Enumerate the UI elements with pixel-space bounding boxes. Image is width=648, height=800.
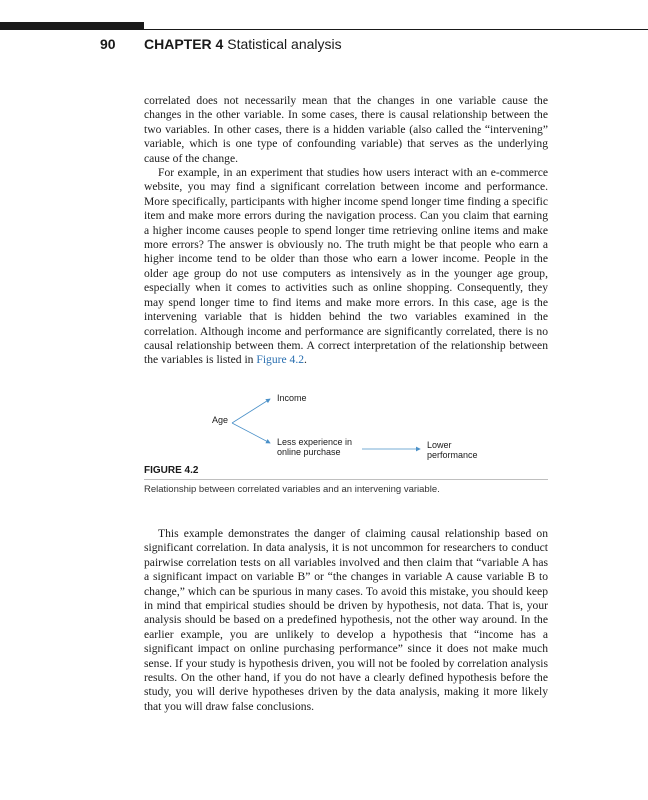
paragraph: This example demonstrates the danger of claiming causal relationship based on significant correlation. In data analysis, it is not uncommon for researchers to conduct pairwise correlation tests on all variables involved and then claim that “variable A has a significant impact on variable B” or “the changes in variable A cause variable B to change,” which can be spurious in many cases. To avoid this mistake, you should keep in mind that empirical studies should be driven by hypothesis, not data. That is, your analysis should be based on a predefined hypothesis, not the other way around. In the earlier example, you are unlikely to develop a hypothesis that “income has a significant impact on online purchasing performance” since it does not make much sense. If your study is hypothesis driven, you will not be fooled by correlation analysis results. On the other hand, if you do not have a clearly defined hypothesis before the study, you will derive hypotheses driven by the data analysis, making it more likely that you will draw false conclusions. xyxy=(144,527,548,713)
arrow-age-experience xyxy=(232,423,270,443)
paragraph xyxy=(144,166,548,368)
paragraph-text: For example, in an experiment that studies how users interact with an e-commerce website, you may find a significant correlation between income and performance. More specifically, participants with higher income spend longer time finding a specific item and make more errors during the navigation process. Can you claim that earning a higher income causes people to spend longer time retrieving online items and make more errors? The answer is obviously no. The truth might be that people who earn a higher income tend to be older than those who earn a lower income. People in the older age group do not use computers as intensively as in the younger age group, especially when it comes to activities such as online shopping. Consequently, they may spend longer time to find items and make more errors. In this case, age is the intervening variable that is hidden behind the two variables examined in the correlation. Although income and performance are significantly correlated, there is no causal relationship between them. A correct interpretation of the relationship between the variables is listed in xyxy=(144,166,548,367)
figure-rule xyxy=(144,479,548,480)
node-less-experience-line2: online purchase xyxy=(277,447,341,457)
node-lower-performance xyxy=(427,440,478,460)
body-text-top xyxy=(144,94,548,368)
node-lower-performance-line1: Lower xyxy=(427,440,452,450)
paragraph: correlated does not necessarily mean that the changes in one variable cause the changes in the other variable. In some cases, there is causal relationship between the two variables. In other cases, there is a hidden variable (also called the “intervening” variable, which is one type of confounding variable) that serves as the underlying cause of the change. xyxy=(144,94,548,165)
chapter-heading xyxy=(144,36,342,52)
figure-link[interactable]: Figure 4.2 xyxy=(256,353,305,367)
node-age: Age xyxy=(212,415,229,425)
body-text-bottom xyxy=(144,527,548,714)
chapter-label: CHAPTER 4 xyxy=(144,36,224,52)
figure-label: FIGURE 4.2 xyxy=(144,465,199,476)
figure-4-2 xyxy=(144,385,548,495)
chapter-title: Statistical analysis xyxy=(227,36,342,52)
paragraph-end: . xyxy=(304,353,307,367)
page-number: 90 xyxy=(100,36,116,52)
figure-caption: Relationship between correlated variables and an intervening variable. xyxy=(144,484,440,495)
node-income: Income xyxy=(277,393,307,403)
header-rule xyxy=(144,29,648,30)
arrow-age-income xyxy=(232,399,270,423)
header-bar xyxy=(0,22,144,30)
node-lower-performance-line2: performance xyxy=(427,450,478,460)
node-less-experience xyxy=(277,437,352,457)
node-less-experience-line1: Less experience in xyxy=(277,437,353,447)
